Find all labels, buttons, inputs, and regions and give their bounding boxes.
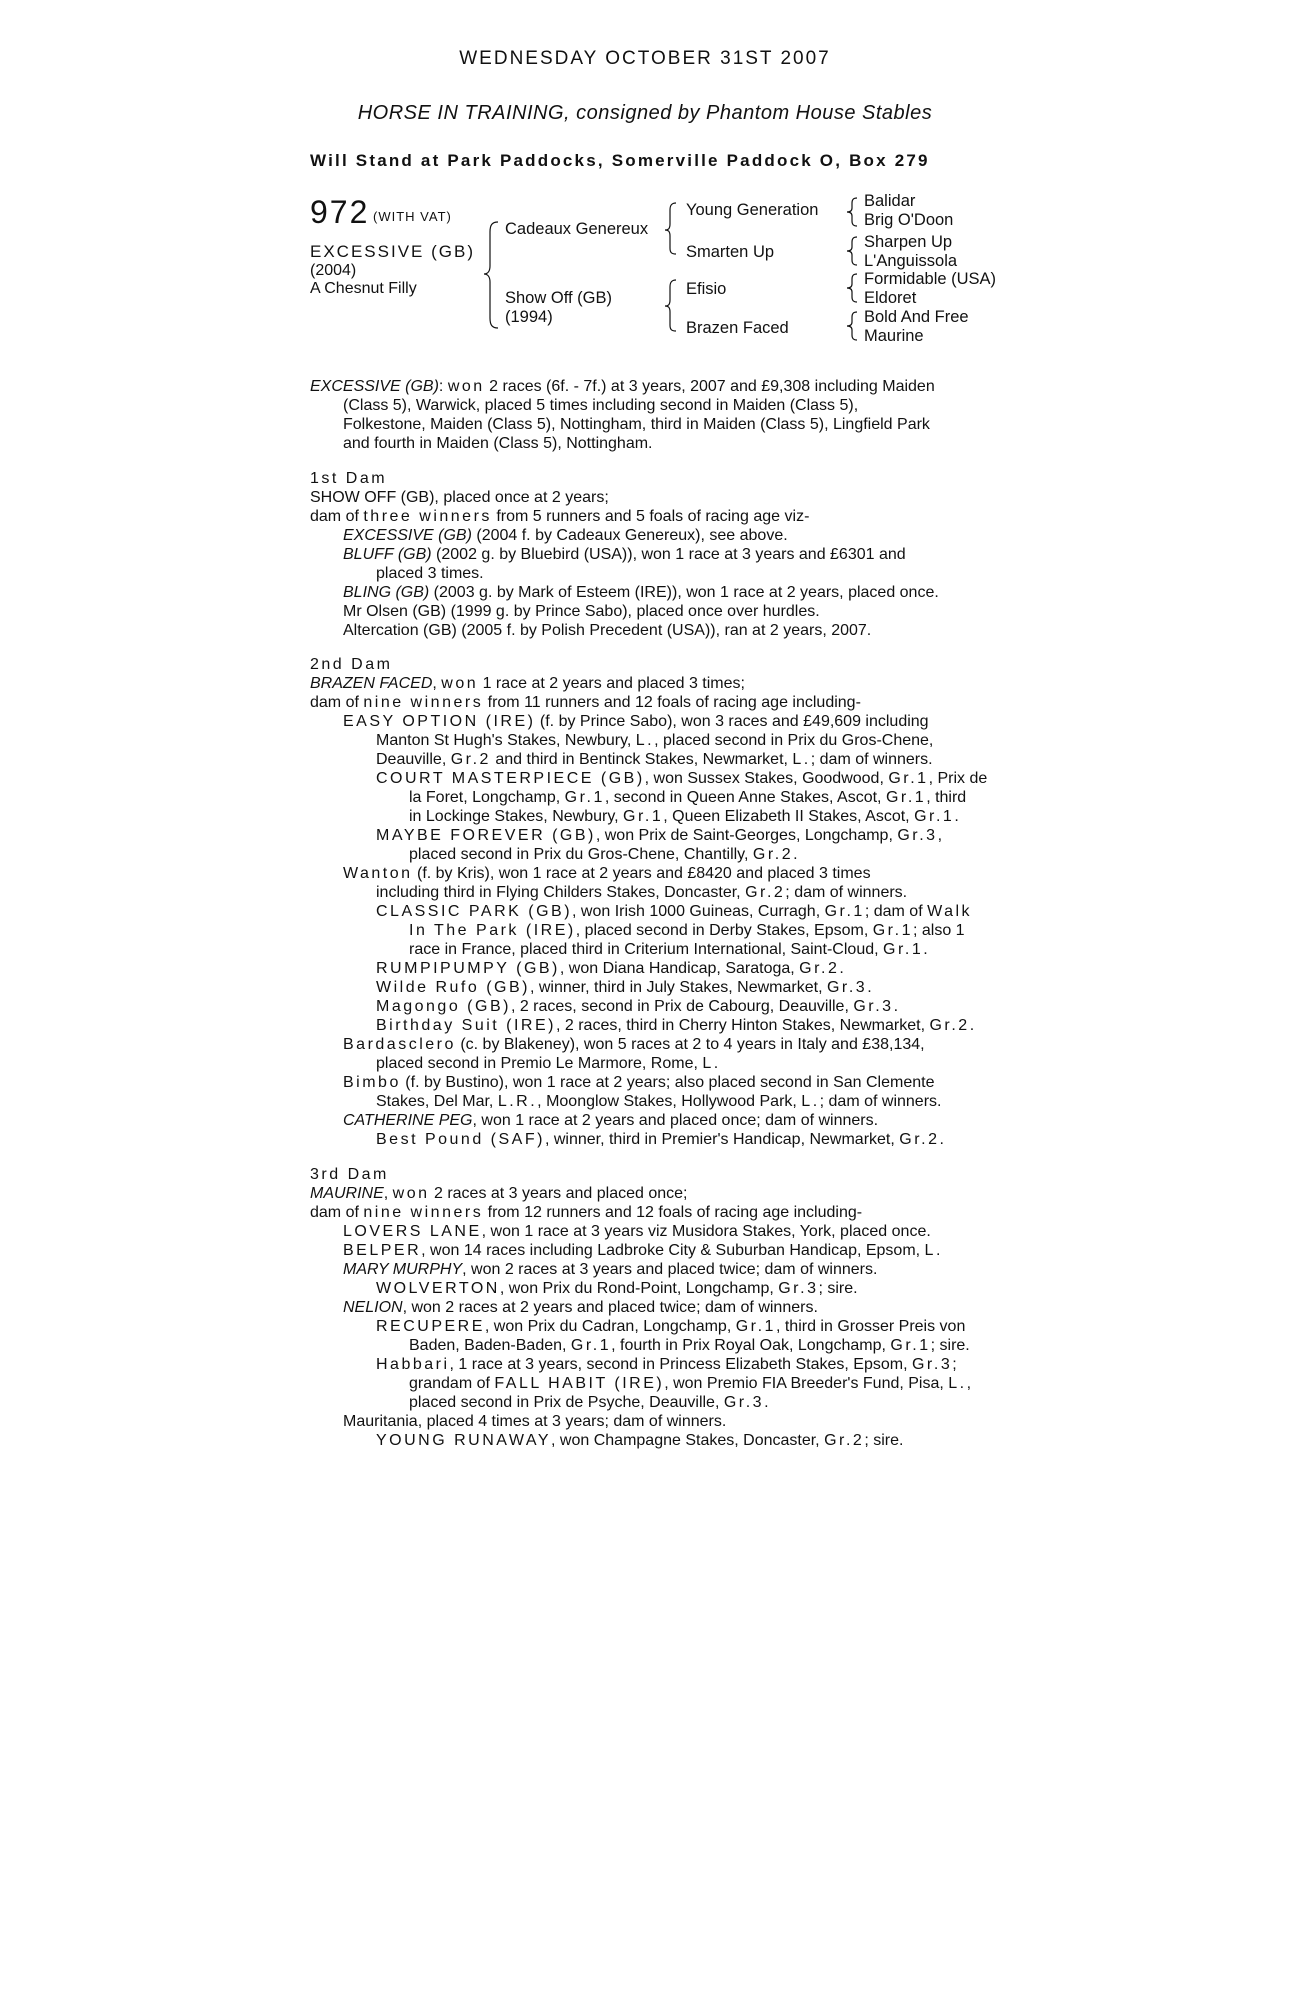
text-segment: , Moonglow Stakes, Hollywood Park,: [537, 1093, 802, 1110]
text-line: [376, 827, 942, 845]
text-segment: including third in Flying Childers Stakes, Doncaster,: [376, 884, 746, 901]
text-segment: Gr.3: [897, 827, 938, 844]
text-segment: placed second in Premio Le Marmore, Rome,: [376, 1055, 703, 1072]
text-segment: ; sire.: [930, 1337, 970, 1354]
text-segment: from 12 runners and 12 foals of racing age including-: [483, 1204, 863, 1221]
text-segment: Gr.2: [824, 1432, 865, 1449]
text-segment: won: [441, 675, 479, 692]
text-segment: placed second in Prix de Psyche, Deauville,: [409, 1394, 724, 1411]
text-segment: placed second in Prix du Gros-Chene, Chantilly,: [409, 846, 753, 863]
text-segment: (c. by Blakeney), won 5 races at 2 to 4 years in Italy and £38,134,: [455, 1036, 925, 1053]
text-line: [376, 884, 907, 902]
text-segment: Folkestone, Maiden (Class 5), Nottingham, third in Maiden (Class 5), Lingfield Park: [343, 416, 930, 433]
grandparent-4: L'Anguissola: [864, 252, 958, 270]
text-segment: la Foret, Longchamp,: [409, 789, 565, 806]
text-segment: CLASSIC PARK (GB): [376, 903, 573, 920]
text-line: [343, 1299, 818, 1317]
text-segment: ; also 1: [912, 922, 965, 939]
text-segment: , won Prix du Rond-Point, Longchamp,: [499, 1280, 779, 1297]
text-segment: grandam of: [409, 1375, 495, 1392]
text-segment: , won 2 races at 3 years and placed twice; dam of winners.: [462, 1261, 878, 1278]
dam-year: (1994): [505, 308, 553, 326]
text-line: [343, 1112, 878, 1130]
text-segment: Wanton: [343, 865, 413, 882]
horse-name: EXCESSIVE (GB): [310, 242, 475, 261]
text-segment: Best Pound (SAF): [376, 1131, 545, 1148]
text-line: [343, 416, 930, 434]
text-segment: ,: [432, 675, 442, 692]
text-segment: (f. by Bustino), won 1 race at 2 years; also placed second in San Clemente: [400, 1074, 935, 1091]
pedigree-braces: [0, 0, 1290, 360]
text-line: [409, 808, 959, 826]
text-segment: NELION: [343, 1299, 403, 1316]
text-line: [310, 1185, 687, 1203]
text-segment: Gr.1: [570, 1337, 612, 1354]
text-segment: RUMPIPUMPY (GB): [376, 960, 560, 977]
text-segment: Bimbo: [343, 1074, 401, 1091]
text-segment: Gr.3: [723, 1394, 765, 1411]
text-line: [310, 656, 392, 674]
text-segment: MAYBE FOREVER (GB): [376, 827, 596, 844]
text-segment: , third in Grosser Preis von: [775, 1318, 966, 1335]
text-segment: Gr.2: [799, 960, 840, 977]
text-segment: Wilde Rufo (GB): [376, 979, 530, 996]
text-segment: Gr.1: [890, 1337, 931, 1354]
text-segment: WOLVERTON: [376, 1280, 500, 1297]
text-line: [409, 1337, 970, 1355]
text-segment: Gr.3: [826, 979, 868, 996]
dam-name: Show Off (GB): [505, 289, 612, 307]
text-segment: BLUFF (GB): [343, 546, 432, 563]
text-line: [409, 846, 798, 864]
text-segment: ; dam of winners.: [785, 884, 908, 901]
text-segment: MARY MURPHY: [343, 1261, 463, 1278]
text-segment: (Class 5), Warwick, placed 5 times including second in Maiden (Class 5),: [343, 397, 859, 414]
text-line: [310, 508, 809, 526]
text-line: [376, 1017, 974, 1035]
text-segment: EXCESSIVE (GB): [310, 378, 439, 395]
text-line: [343, 435, 652, 453]
text-segment: :: [438, 378, 448, 395]
text-line: [409, 1375, 971, 1393]
text-line: [343, 713, 929, 731]
text-line: [376, 1055, 721, 1073]
text-segment: and third in Bentinck Stakes, Newmarket,: [490, 751, 793, 768]
text-line: [376, 1356, 957, 1374]
text-segment: FALL HABIT (IRE): [494, 1375, 665, 1392]
text-segment: BELPER: [343, 1242, 422, 1259]
text-line: [343, 1242, 943, 1260]
text-segment: ,: [966, 1375, 972, 1392]
text-segment: L.: [635, 732, 655, 749]
text-segment: Habbari: [376, 1356, 450, 1373]
text-segment: Gr.1: [564, 789, 605, 806]
grandparent-8: Maurine: [864, 327, 924, 345]
text-segment: EXCESSIVE (GB): [343, 527, 472, 544]
grandparent-1: Balidar: [864, 192, 916, 210]
text-segment: ,: [383, 1185, 393, 1202]
text-line: [310, 1204, 862, 1222]
text-segment: , winner, third in July Stakes, Newmarket,: [529, 979, 827, 996]
grandparent-5: Formidable (USA): [864, 270, 997, 288]
text-segment: Stakes, Del Mar,: [376, 1093, 498, 1110]
text-segment: .: [867, 979, 872, 996]
text-segment: in Lockinge Stakes, Newbury,: [409, 808, 624, 825]
grandparent-3: Sharpen Up: [864, 233, 953, 251]
grandparent-7: Bold And Free: [864, 308, 969, 326]
text-segment: .: [939, 1131, 944, 1148]
text-segment: race in France, placed third in Criterium International, Saint-Cloud,: [409, 941, 883, 958]
text-segment: , won 14 races including Ladbroke City & Suburban Handicap, Epsom,: [421, 1242, 925, 1259]
text-segment: won: [392, 1185, 430, 1202]
text-segment: Gr.2: [745, 884, 786, 901]
text-line: [310, 378, 935, 396]
text-segment: (2002 g. by Bluebird (USA)), won 1 race at 3 years and £6301 and: [431, 546, 906, 563]
dam-dam: Brazen Faced: [686, 319, 789, 337]
text-segment: , fourth in Prix Royal Oak, Longchamp,: [611, 1337, 891, 1354]
text-segment: Magongo (GB): [376, 998, 511, 1015]
text-segment: ; sire.: [864, 1432, 904, 1449]
grandparent-2: Brig O'Doon: [864, 211, 954, 229]
text-line: [310, 489, 609, 507]
sale-date: WEDNESDAY OCTOBER 31ST 2007: [459, 48, 831, 69]
text-segment: Gr.1: [883, 941, 924, 958]
text-segment: 3rd Dam: [310, 1166, 389, 1183]
horse-description: A Chesnut Filly: [310, 280, 417, 297]
text-segment: .: [893, 998, 899, 1015]
text-line: [376, 979, 872, 997]
text-segment: SHOW OFF (GB), placed once at 2 years;: [310, 489, 609, 506]
text-segment: Gr.1: [872, 922, 913, 939]
text-segment: In The Park (IRE): [409, 922, 576, 939]
text-segment: Deauville,: [376, 751, 451, 768]
sire-name: Cadeaux Genereux: [505, 220, 649, 238]
text-line: [343, 397, 858, 415]
text-segment: L.: [924, 1242, 943, 1259]
text-line: [310, 470, 387, 488]
text-segment: L.: [948, 1375, 967, 1392]
text-line: [376, 565, 484, 583]
text-segment: .: [793, 846, 798, 863]
text-line: [343, 603, 820, 621]
stand-location: Will Stand at Park Paddocks, Somerville Paddock O, Box 279: [310, 151, 930, 170]
text-segment: ; dam of winners.: [810, 751, 933, 768]
text-segment: , placed second in Prix du Gros-Chene,: [654, 732, 934, 749]
text-line: [343, 1261, 877, 1279]
text-segment: Gr.1: [623, 808, 664, 825]
text-line: [343, 1413, 726, 1431]
sire-dam: Smarten Up: [686, 243, 775, 261]
text-segment: .: [839, 960, 844, 977]
text-line: [343, 527, 788, 545]
text-segment: Mauritania, placed 4 times at 3 years; dam of winners.: [343, 1413, 727, 1430]
text-segment: EASY OPTION (IRE): [343, 713, 536, 730]
text-segment: LOVERS LANE: [343, 1223, 482, 1240]
text-line: [376, 1432, 903, 1450]
text-segment: L.: [702, 1055, 721, 1072]
text-line: [343, 865, 871, 883]
lot-number: 972: [310, 194, 370, 230]
text-line: [310, 675, 745, 693]
text-segment: MAURINE: [310, 1185, 384, 1202]
text-line: [343, 584, 939, 602]
text-segment: , 1 race at 3 years, second in Princess Elizabeth Stakes, Epsom,: [449, 1356, 912, 1373]
text-segment: from 11 runners and 12 foals of racing age including-: [483, 694, 861, 711]
text-segment: dam of: [310, 508, 364, 525]
text-segment: Gr.1: [885, 789, 927, 806]
text-segment: 2 races at 3 years and placed once;: [429, 1185, 688, 1202]
text-segment: BLING (GB): [343, 584, 430, 601]
text-line: [409, 941, 928, 959]
text-line: [376, 998, 898, 1016]
text-segment: nine winners: [363, 1204, 484, 1221]
text-line: [343, 1036, 925, 1054]
text-segment: placed 3 times.: [376, 565, 484, 582]
text-segment: , Queen Elizabeth II Stakes, Ascot,: [663, 808, 915, 825]
text-segment: 1 race at 2 years and placed 3 times;: [478, 675, 745, 692]
text-line: [310, 694, 861, 712]
text-segment: Baden, Baden-Baden,: [409, 1337, 571, 1354]
text-segment: Gr.2: [752, 846, 794, 863]
text-line: [376, 960, 844, 978]
text-segment: Altercation (GB) (2005 f. by Polish Precedent (USA)), ran at 2 years, 2007.: [343, 622, 872, 639]
text-segment: .: [764, 1394, 769, 1411]
text-segment: Mr Olsen (GB) (1999 g. by Prince Sabo), placed once over hurdles.: [343, 603, 820, 620]
text-segment: , Prix de: [928, 770, 988, 787]
text-segment: dam of: [310, 1204, 364, 1221]
text-segment: Gr.2: [450, 751, 491, 768]
text-segment: dam of: [310, 694, 364, 711]
text-segment: Gr.3: [853, 998, 894, 1015]
sire-sire: Young Generation: [686, 201, 819, 219]
consignment-line: HORSE IN TRAINING, consigned by Phantom House Stables: [357, 102, 933, 124]
text-segment: Gr.1: [914, 808, 955, 825]
text-segment: , winner, third in Premier's Handicap, Newmarket,: [544, 1131, 900, 1148]
text-line: [376, 1093, 941, 1111]
text-segment: Gr.2: [899, 1131, 940, 1148]
text-line: [310, 1166, 389, 1184]
text-segment: ; dam of winners.: [819, 1093, 942, 1110]
dam-sire: Efisio: [686, 280, 727, 298]
text-segment: ;: [952, 1356, 957, 1373]
text-segment: , won 1 race at 3 years viz Musidora Stakes, York, placed once.: [481, 1223, 931, 1240]
text-segment: COURT MASTERPIECE (GB): [376, 770, 645, 787]
text-segment: from 5 runners and 5 foals of racing age viz-: [491, 508, 810, 525]
text-segment: , won 1 race at 2 years and placed once; dam of winners.: [472, 1112, 879, 1129]
text-segment: , won Prix de Saint-Georges, Longchamp,: [595, 827, 898, 844]
text-segment: Gr.2: [929, 1017, 970, 1034]
text-line: [376, 1131, 944, 1149]
text-line: [376, 751, 933, 769]
horse-year: (2004): [310, 262, 357, 279]
text-segment: 1st Dam: [310, 470, 388, 487]
text-segment: L.R.: [497, 1093, 538, 1110]
text-segment: BRAZEN FACED: [310, 675, 433, 692]
text-segment: 2 races (6f. - 7f.) at 3 years, 2007 and £9,308 including Maiden: [484, 378, 935, 395]
text-segment: Gr.1: [735, 1318, 776, 1335]
text-segment: Gr.1: [888, 770, 929, 787]
text-segment: , won Champagne Stakes, Doncaster,: [551, 1432, 825, 1449]
text-line: [409, 922, 965, 940]
text-segment: , won Premio FIA Breeder's Fund, Pisa,: [664, 1375, 949, 1392]
text-line: [376, 732, 933, 750]
text-segment: , won 2 races at 2 years and placed twice; dam of winners.: [402, 1299, 818, 1316]
text-segment: Walk: [927, 903, 973, 920]
text-segment: , third: [926, 789, 967, 806]
text-segment: L.: [792, 751, 811, 768]
text-segment: (2003 g. by Mark of Esteem (IRE)), won 1 race at 2 years, placed once.: [429, 584, 939, 601]
text-line: [376, 770, 987, 788]
text-segment: , 2 races, second in Prix de Cabourg, Deauville,: [510, 998, 854, 1015]
text-segment: won: [447, 378, 485, 395]
text-segment: Manton St Hugh's Stakes, Newbury,: [376, 732, 636, 749]
text-segment: Birthday Suit (IRE): [376, 1017, 556, 1034]
text-line: [376, 903, 972, 921]
text-segment: , second in Queen Anne Stakes, Ascot,: [604, 789, 886, 806]
text-segment: , won Diana Handicap, Saratoga,: [559, 960, 800, 977]
text-line: [343, 1074, 934, 1092]
text-line: [343, 1223, 931, 1241]
text-segment: (2004 f. by Cadeaux Genereux), see above.: [471, 527, 788, 544]
vat-note: (WITH VAT): [373, 209, 452, 224]
text-line: [343, 622, 871, 640]
text-line: [409, 789, 966, 807]
text-segment: .: [954, 808, 959, 825]
text-segment: , won Prix du Cadran, Longchamp,: [484, 1318, 736, 1335]
text-segment: three winners: [363, 508, 492, 525]
text-segment: ; dam of: [864, 903, 928, 920]
text-segment: RECUPERE: [376, 1318, 485, 1335]
text-segment: ; sire.: [818, 1280, 858, 1297]
text-segment: 2nd Dam: [310, 656, 393, 673]
text-segment: .: [923, 941, 928, 958]
text-segment: L.: [801, 1093, 820, 1110]
text-segment: Bardasclero: [343, 1036, 456, 1053]
text-segment: , 2 races, third in Cherry Hinton Stakes, Newmarket,: [555, 1017, 930, 1034]
text-segment: nine winners: [363, 694, 484, 711]
text-segment: (f. by Kris), won 1 race at 2 years and £8420 and placed 3 times: [412, 865, 871, 882]
text-segment: , placed second in Derby Stakes, Epsom,: [575, 922, 873, 939]
grandparent-6: Eldoret: [864, 289, 917, 307]
text-segment: YOUNG RUNAWAY: [376, 1432, 552, 1449]
text-line: [343, 546, 906, 564]
text-segment: (f. by Prince Sabo), won 3 races and £49,609 including: [535, 713, 929, 730]
text-segment: Gr.3: [911, 1356, 953, 1373]
text-segment: , won Sussex Stakes, Goodwood,: [644, 770, 889, 787]
text-segment: CATHERINE PEG: [343, 1112, 473, 1129]
text-segment: Gr.3: [778, 1280, 819, 1297]
text-line: [376, 1280, 858, 1298]
text-segment: .: [969, 1017, 975, 1034]
text-segment: Gr.1: [824, 903, 865, 920]
text-segment: ,: [937, 827, 943, 844]
text-segment: , won Irish 1000 Guineas, Curragh,: [572, 903, 825, 920]
text-line: [409, 1394, 769, 1412]
text-line: [376, 1318, 965, 1336]
text-segment: and fourth in Maiden (Class 5), Nottingham.: [343, 435, 653, 452]
